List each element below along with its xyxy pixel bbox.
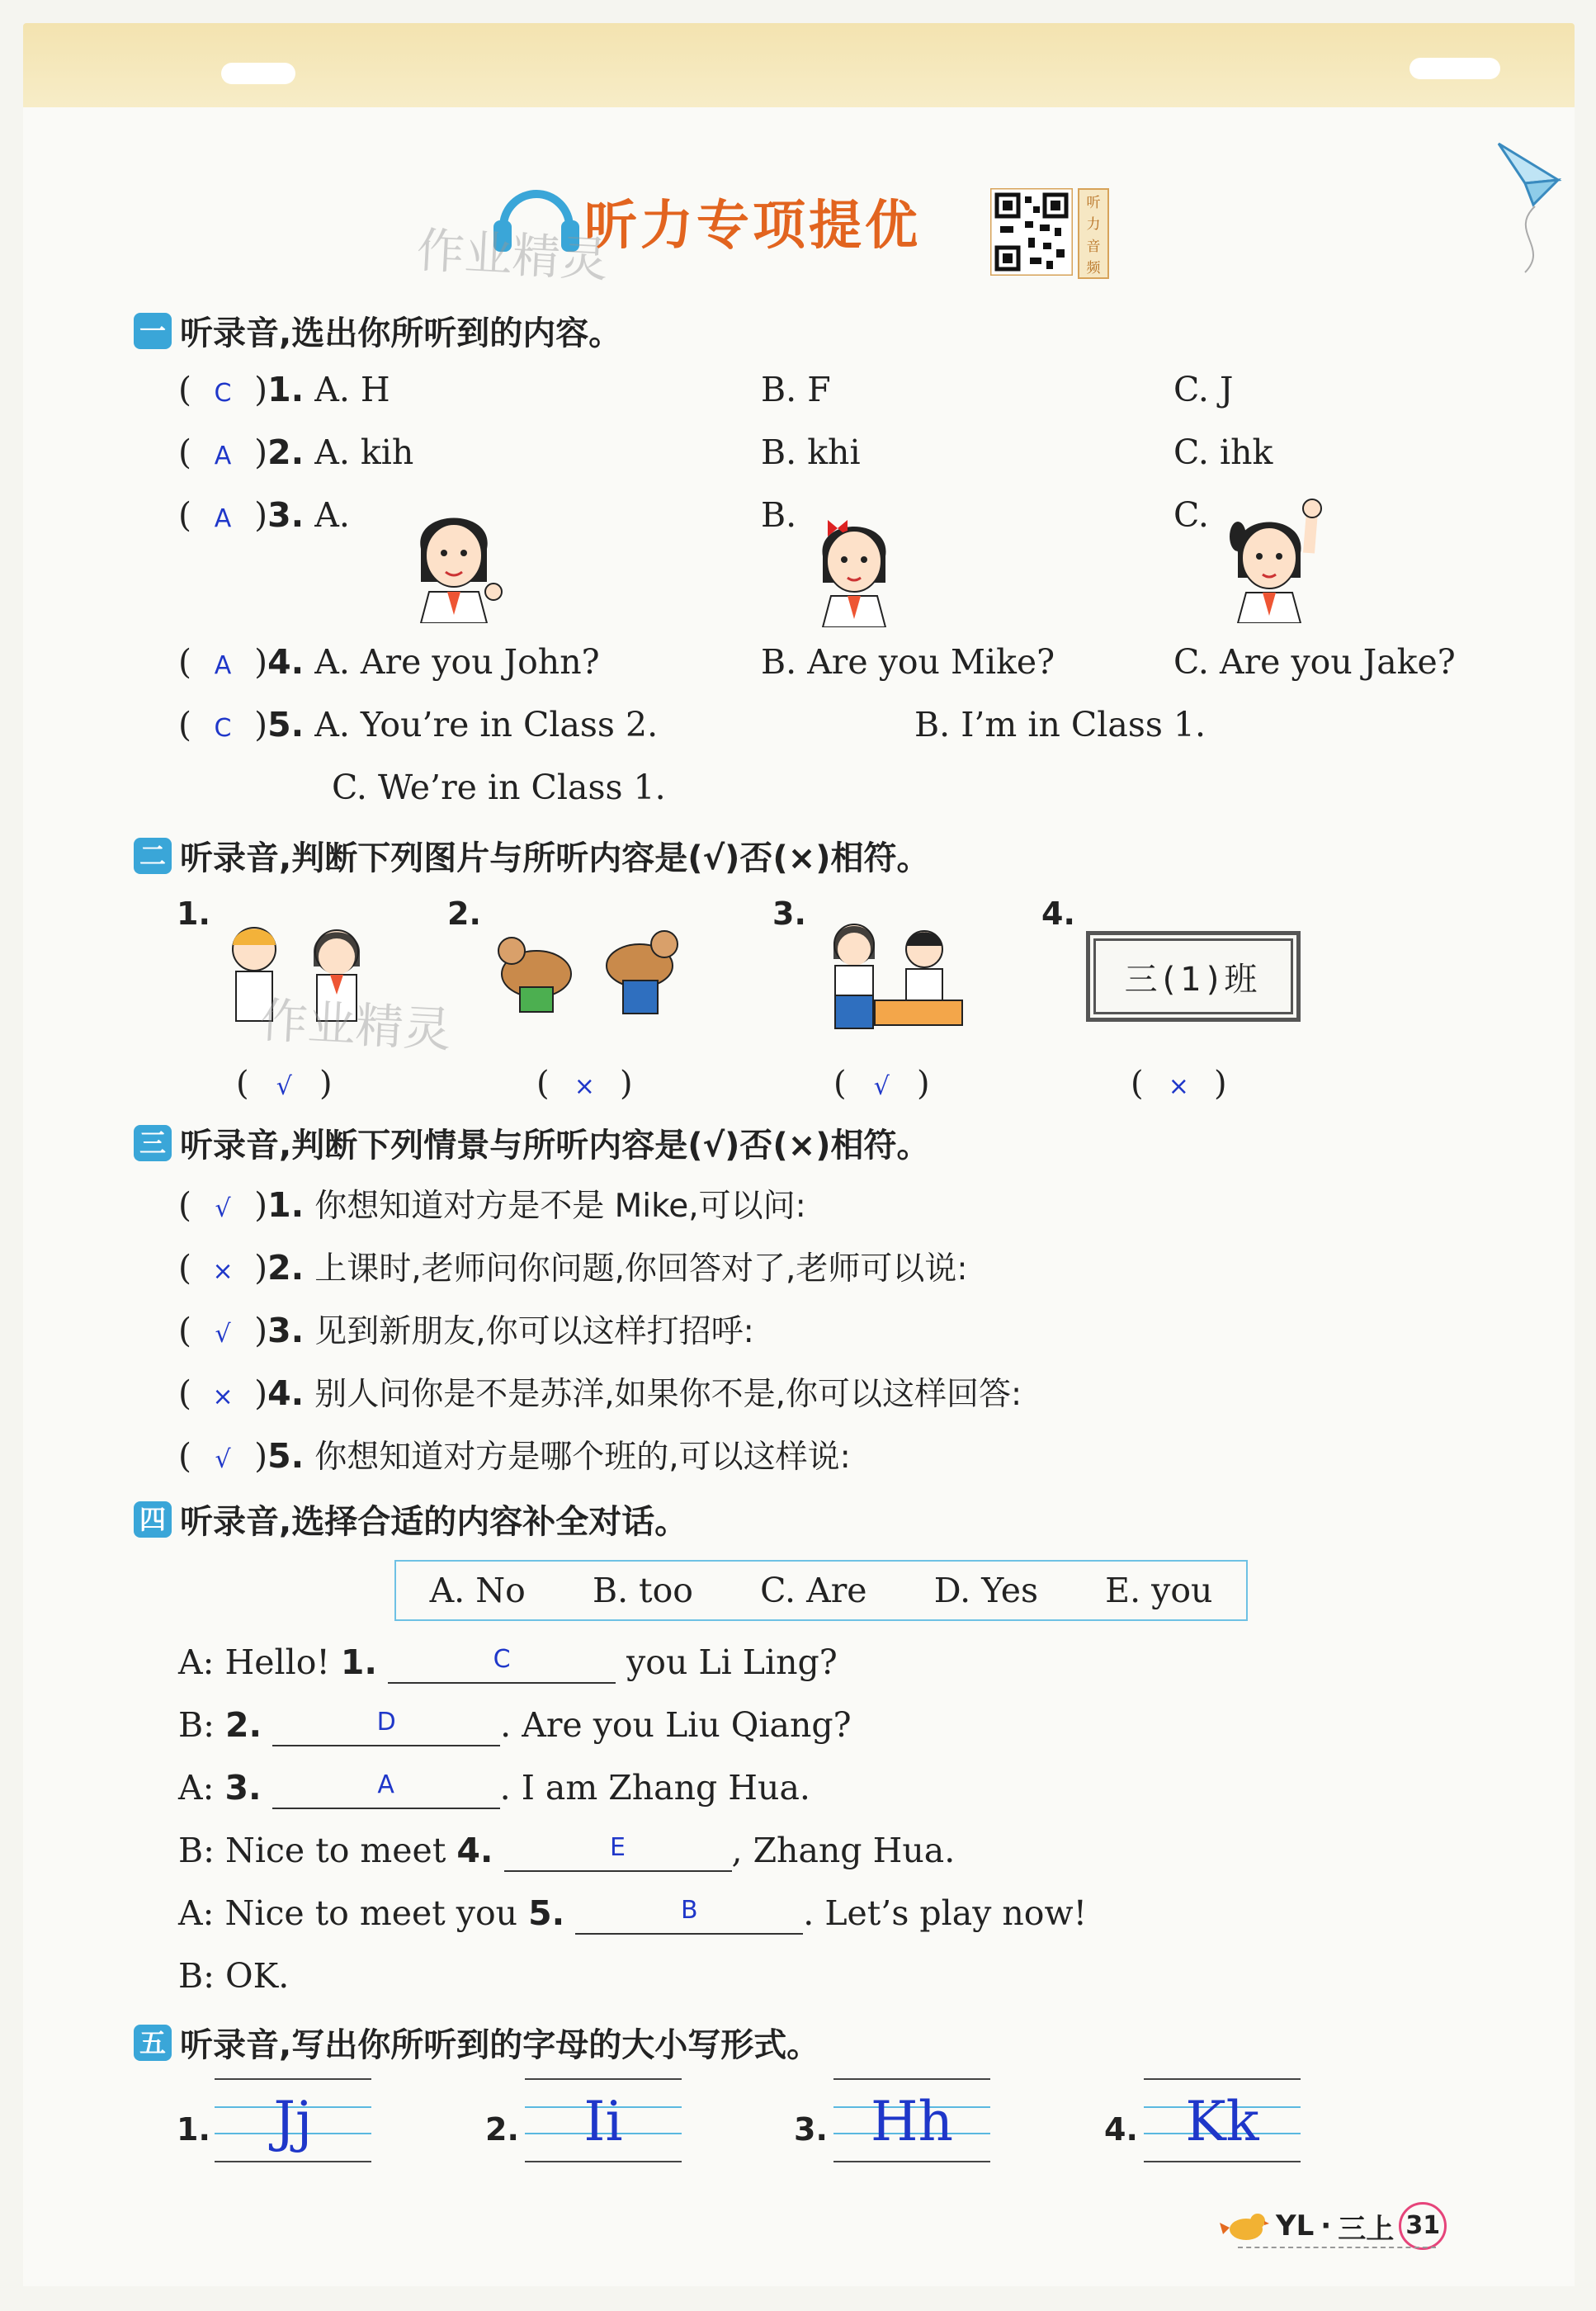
question-number: 4.: [267, 1373, 305, 1413]
answer: ×: [574, 1072, 595, 1101]
answer: E: [610, 1833, 626, 1862]
page-title: 听力专项提优: [584, 196, 921, 257]
handwritten-answer: Ii: [583, 2090, 623, 2153]
answer: B: [680, 1896, 698, 1925]
section-title-text: 听录音,选择合适的内容补全对话。: [180, 1503, 688, 1541]
class-sign: 三(1)班: [1086, 931, 1301, 1022]
dialogue-line: [178, 1893, 1087, 1935]
question-number: 5.: [267, 705, 305, 744]
answer: ×: [212, 1257, 234, 1286]
qr-label-char: 听: [1086, 194, 1101, 211]
picture-number: 2.: [447, 896, 481, 932]
girl-waving-illustration: [1220, 495, 1327, 623]
question-number: 1.: [267, 370, 305, 409]
question-row: ( A )3. A.: [178, 495, 350, 535]
answer-paren: ( × ): [536, 1065, 633, 1103]
dialogue-text: . Are you Liu Qiang?: [500, 1705, 852, 1745]
option-a: A. H: [314, 370, 390, 409]
qr-label: [1078, 188, 1109, 279]
watermark: 作业精灵: [258, 991, 453, 1059]
option-c: C.: [1173, 495, 1209, 535]
answer: A: [214, 504, 232, 533]
writing-lines: [1144, 2078, 1301, 2161]
qr-label-char: 频: [1086, 260, 1101, 277]
scenario-text: 见到新朋友,你可以这样打招呼:: [314, 1313, 754, 1350]
question-number: 3.: [267, 1311, 305, 1350]
book-code: YL: [1276, 2209, 1315, 2242]
cloud-icon: [221, 63, 295, 84]
answer: A: [214, 442, 232, 470]
answer-blank: [388, 1642, 616, 1684]
answer: ×: [212, 1382, 234, 1411]
dialogue-text: A:: [178, 1768, 225, 1808]
picture-number: 4.: [1041, 896, 1075, 932]
footer-separator: ·: [1320, 2209, 1332, 2242]
answer-blank: [575, 1893, 803, 1935]
section-badge: 四: [134, 1501, 172, 1538]
option-b: B.: [761, 495, 797, 535]
grade-label: 三上: [1338, 2212, 1395, 2246]
question-row: ( C )1. A. H: [178, 370, 390, 409]
dialogue-text: B: Nice to meet: [178, 1831, 457, 1870]
section5-title: [134, 2019, 819, 2066]
word-bank: [394, 1560, 1248, 1621]
option-a: A. Are you John?: [314, 642, 600, 682]
writing-number: 4.: [1104, 2111, 1138, 2148]
scenario-text: 别人问你是不是苏洋,如果你不是,你可以这样回答:: [314, 1376, 1022, 1413]
dialogue-line: [178, 1705, 852, 1746]
cloud-icon: [1409, 58, 1500, 79]
dialogue-text: A: Hello!: [178, 1642, 341, 1682]
question-number: 3.: [267, 495, 305, 535]
section-title-text: 听录音,判断下列情景与所听内容是(√)否(×)相符。: [180, 1127, 930, 1165]
question-number: 1.: [267, 1185, 305, 1225]
word-option: D. Yes: [933, 1571, 1039, 1610]
question-number: 5.: [267, 1436, 305, 1476]
word-option: E. you: [1105, 1571, 1213, 1610]
qr-label-char: 音: [1086, 238, 1101, 255]
handwritten-answer: Jj: [273, 2090, 313, 2153]
answer-paren: ( √ ): [236, 1065, 333, 1103]
scenario-text: 你想知道对方是哪个班的,可以这样说:: [314, 1439, 851, 1476]
judgement-row: ( × )4. 别人问你是不是苏洋,如果你不是,你可以这样回答:: [178, 1373, 1022, 1413]
option-c: C. J: [1173, 370, 1234, 409]
qr-label-char: 力: [1086, 216, 1101, 234]
scenario-text: 上课时,老师问你问题,你回答对了,老师可以说:: [314, 1250, 968, 1288]
answer: √: [215, 1320, 231, 1349]
qr-code-icon: [990, 188, 1073, 276]
answer-paren: ( × ): [1131, 1065, 1227, 1103]
answer: C: [493, 1645, 511, 1674]
judgement-row: ( √ )3. 见到新朋友,你可以这样打招呼:: [178, 1311, 754, 1350]
handwritten-answer: Kk: [1185, 2090, 1259, 2153]
writing-lines: [215, 2078, 371, 2161]
option-c: C. ihk: [1173, 432, 1273, 472]
option-a: A.: [314, 495, 350, 535]
bird-icon: [1220, 2208, 1269, 2244]
answer-paren: ( √ ): [833, 1065, 930, 1103]
scenario-text: 你想知道对方是不是 Mike,可以问:: [314, 1188, 806, 1225]
answer: C: [214, 714, 232, 743]
section-badge: 五: [134, 2025, 172, 2061]
question-number: 2.: [267, 1248, 305, 1288]
dialogue-line: [178, 1642, 838, 1684]
girl-illustration: [404, 499, 503, 623]
section4-title: [134, 1496, 687, 1543]
option-c: C. We’re in Class 1.: [332, 768, 666, 807]
writing-number: 1.: [177, 2111, 210, 2148]
girl-with-bow-illustration: [805, 503, 904, 627]
question-row: ( A )4. A. Are you John?: [178, 642, 600, 682]
answer-blank: [272, 1768, 500, 1809]
writing-lines: [833, 2078, 990, 2161]
question-row: ( A )2. A. kih: [178, 432, 414, 472]
dialogue-text: you Li Ling?: [616, 1642, 838, 1682]
blank-number: 1.: [340, 1642, 378, 1682]
answer: C: [214, 379, 232, 408]
handwritten-answer: Hh: [870, 2090, 954, 2153]
word-option: C. Are: [760, 1571, 867, 1610]
dialogue-text: A: Nice to meet you: [178, 1893, 529, 1933]
answer: D: [376, 1708, 396, 1737]
section-title-text: 听录音,选出你所听到的内容。: [180, 314, 622, 352]
option-b: B. I’m in Class 1.: [914, 705, 1206, 744]
option-c: C. Are you Jake?: [1173, 642, 1456, 682]
question-number: 2.: [267, 432, 305, 472]
answer: √: [873, 1072, 890, 1101]
blank-number: 2.: [224, 1705, 262, 1745]
picture-number: 3.: [772, 896, 806, 932]
question-number: 4.: [267, 642, 305, 682]
answer: √: [276, 1072, 292, 1101]
answer: A: [214, 651, 232, 680]
option-b: B. F: [761, 370, 831, 409]
section2-title: [134, 832, 930, 879]
answer: √: [215, 1194, 231, 1223]
option-b: B. Are you Mike?: [761, 642, 1055, 682]
judgement-row: ( √ )5. 你想知道对方是哪个班的,可以这样说:: [178, 1436, 851, 1476]
section-title-text: 听录音,判断下列图片与所听内容是(√)否(×)相符。: [180, 839, 930, 877]
writing-lines: [525, 2078, 682, 2161]
mice-illustration: [487, 924, 693, 1023]
dialogue-line: [178, 1956, 289, 1996]
question-row: ( C )5. A. You’re in Class 2.: [178, 705, 659, 744]
page-number: 31: [1399, 2202, 1447, 2250]
answer-blank: [272, 1705, 500, 1746]
dialogue-text: B:: [178, 1705, 225, 1745]
watermark: 作业精灵: [415, 221, 610, 289]
option-a: A. kih: [314, 432, 414, 472]
judgement-row: ( √ )1. 你想知道对方是不是 Mike,可以问:: [178, 1185, 806, 1225]
dialogue-text: . Let’s play now!: [803, 1893, 1088, 1933]
top-banner: [23, 23, 1575, 110]
answer: ×: [1168, 1072, 1189, 1101]
section1-title: [134, 307, 621, 354]
option-b: B. khi: [761, 432, 861, 472]
dialogue-text: , Zhang Hua.: [731, 1831, 956, 1870]
girl-and-boy-desk-illustration: [817, 918, 966, 1037]
word-option: B. too: [592, 1571, 693, 1610]
section-title-text: 听录音,写出你所听到的字母的大小写形式。: [180, 2026, 820, 2064]
option-a: A. You’re in Class 2.: [314, 705, 659, 744]
dialogue-text: . I am Zhang Hua.: [499, 1768, 810, 1808]
section-badge: 三: [134, 1125, 172, 1161]
blank-number: 3.: [224, 1768, 262, 1808]
blank-number: 5.: [528, 1893, 565, 1933]
word-option: A. No: [429, 1571, 526, 1610]
answer: √: [215, 1445, 231, 1474]
dialogue-line: [178, 1768, 810, 1809]
judgement-row: ( × )2. 上课时,老师问你问题,你回答对了,老师可以说:: [178, 1248, 968, 1288]
answer: A: [377, 1770, 394, 1799]
section-badge: 二: [134, 838, 172, 874]
picture-number: 1.: [177, 896, 210, 932]
section3-title: [134, 1119, 930, 1166]
page-footer: [1220, 2202, 1447, 2250]
paper-plane-icon: [1492, 140, 1568, 289]
writing-number: 3.: [794, 2111, 828, 2148]
section-badge: 一: [134, 313, 172, 349]
dialogue-line: [178, 1831, 955, 1872]
dialogue-text: B: OK.: [178, 1956, 290, 1996]
footer-divider: [1238, 2247, 1436, 2248]
blank-number: 4.: [456, 1831, 493, 1870]
answer-blank: [504, 1831, 732, 1872]
writing-number: 2.: [485, 2111, 519, 2148]
